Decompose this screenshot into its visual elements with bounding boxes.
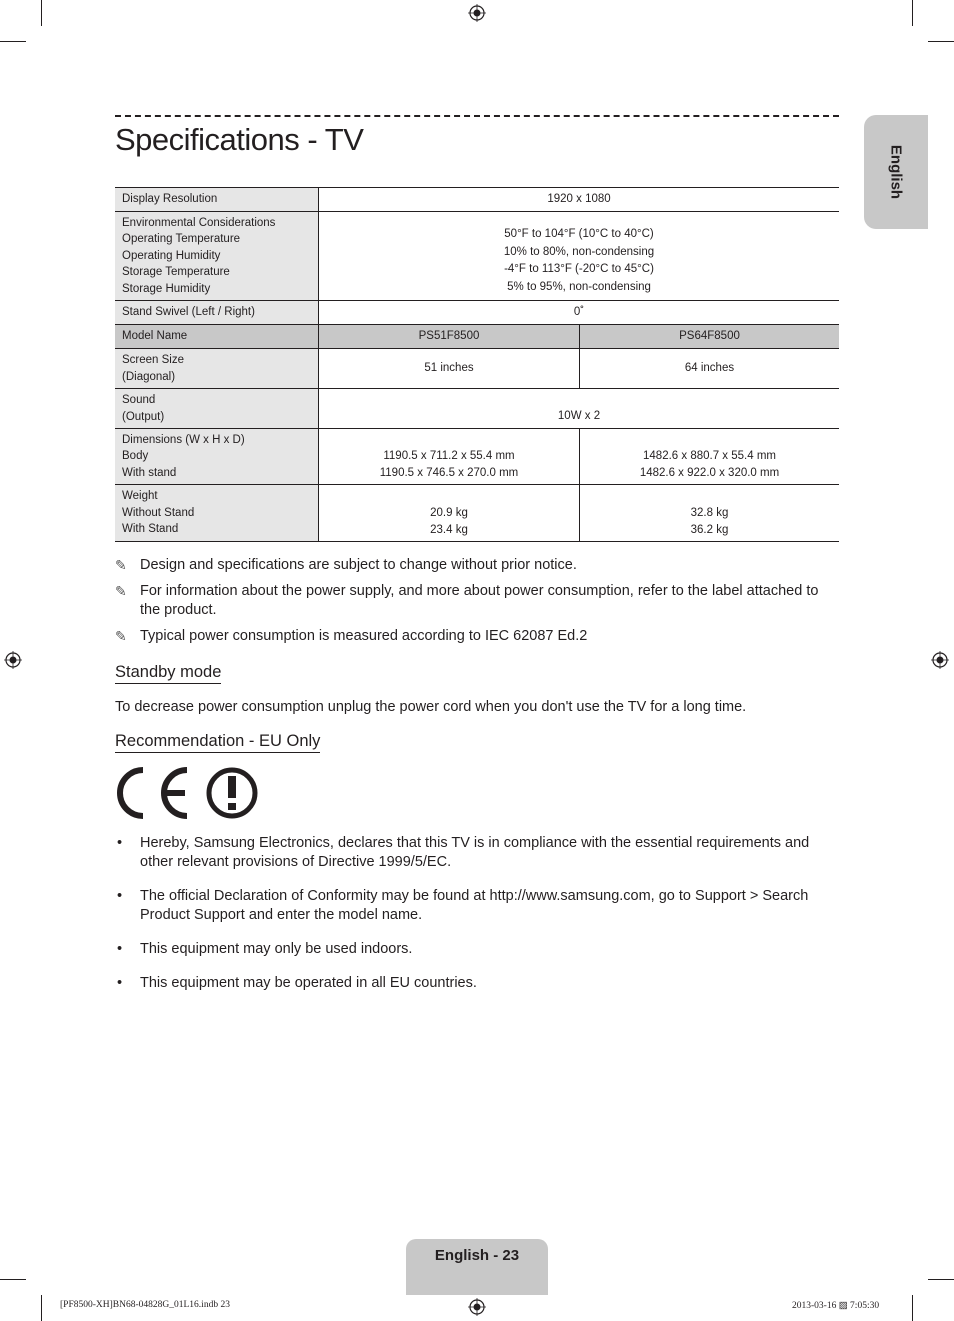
- value-line: 1482.6 x 922.0 x 320.0 mm: [639, 466, 780, 479]
- row-label: Model Name: [115, 325, 319, 349]
- label-line: Screen Size: [122, 354, 185, 366]
- row-value: 51 inches: [319, 349, 580, 389]
- registration-mark-icon: [468, 1298, 486, 1316]
- row-value: [580, 429, 840, 485]
- label-line: Body: [122, 450, 149, 463]
- note-item: [115, 627, 839, 646]
- note-item: [115, 582, 839, 620]
- table-row: [115, 349, 839, 389]
- list-item-text: This equipment may only be used indoors.: [140, 941, 413, 957]
- note-item: [115, 556, 839, 575]
- bullet-icon: •: [117, 835, 123, 851]
- label-line: Dimensions (W x H x D): [122, 433, 245, 446]
- value-line: 1190.5 x 746.5 x 270.0 mm: [379, 466, 519, 479]
- pencil-note-icon: ✎: [115, 557, 127, 573]
- bullet-icon: •: [117, 975, 123, 991]
- page-title: Specifications - TV: [115, 122, 364, 157]
- row-label: [115, 212, 319, 301]
- label-line: Storage Temperature: [122, 266, 230, 279]
- label-line: Sound: [122, 394, 156, 406]
- value-line: 1190.5 x 711.2 x 55.4 mm: [383, 450, 515, 462]
- value-line: 10W x 2: [557, 409, 601, 422]
- label-line: Without Stand: [122, 506, 195, 519]
- declaration-list: [115, 834, 839, 1008]
- row-label: Stand Swivel (Left / Right): [115, 301, 319, 325]
- crop-mark: [912, 0, 913, 26]
- table-header-row: [115, 325, 839, 349]
- note-text: Design and specifications are subject to change without prior notice.: [140, 557, 577, 573]
- standby-text: To decrease power consumption unplug the power cord when you don't use the TV for a long time.: [115, 699, 747, 715]
- row-value: 1920 x 1080: [319, 188, 840, 212]
- value-line: 50°F to 104°F (10°C to 40°C): [504, 228, 654, 240]
- ce-mark-icon: [115, 766, 195, 820]
- model-name-cell: PS64F8500: [580, 325, 840, 349]
- value-line: 5% to 95%, non-condensing: [507, 280, 651, 293]
- list-item-text: This equipment may be operated in all EU countries.: [140, 975, 477, 991]
- row-value: 64 inches: [580, 349, 840, 389]
- standby-heading: Standby mode: [115, 663, 221, 684]
- row-label: [115, 485, 319, 542]
- crop-mark: [912, 1295, 913, 1321]
- row-label: Display Resolution: [115, 188, 319, 212]
- title-dashed-rule: [115, 115, 839, 117]
- value-line: 23.4 kg: [430, 523, 468, 536]
- value-line: 20.9 kg: [430, 507, 468, 519]
- crop-mark: [928, 1279, 954, 1280]
- language-side-tab-label: English: [887, 144, 905, 200]
- label-line: Storage Humidity: [122, 282, 211, 295]
- row-value: [319, 429, 580, 485]
- crop-mark: [41, 1295, 42, 1321]
- crop-mark: [928, 41, 954, 42]
- bullet-icon: •: [117, 941, 123, 957]
- table-row: [115, 389, 839, 429]
- label-line: With stand: [122, 466, 177, 479]
- table-row: [115, 429, 839, 485]
- row-label: [115, 389, 319, 429]
- registration-mark-icon: [4, 651, 22, 669]
- label-line: Environmental Considerations: [122, 216, 276, 229]
- list-item: [115, 974, 839, 993]
- label-line: (Diagonal): [122, 370, 176, 383]
- label-line: Operating Humidity: [122, 249, 221, 262]
- crop-mark: [0, 1279, 26, 1280]
- compliance-marks: [115, 766, 259, 820]
- pencil-note-icon: ✎: [115, 628, 127, 644]
- table-row: [115, 301, 839, 325]
- recommendation-heading: Recommendation - EU Only: [115, 732, 320, 753]
- pencil-note-icon: ✎: [115, 583, 127, 599]
- language-side-tab: [864, 115, 928, 229]
- print-slug-left: [PF8500-XH]BN68-04828G_01L16.indb 23: [60, 1300, 230, 1310]
- row-label: [115, 429, 319, 485]
- model-name-cell: PS51F8500: [319, 325, 580, 349]
- row-value: 0˚: [319, 301, 840, 325]
- table-row: [115, 212, 839, 301]
- value-line: 1482.6 x 880.7 x 55.4 mm: [643, 450, 776, 462]
- registration-mark-icon: [931, 651, 949, 669]
- label-line: Weight: [122, 490, 158, 503]
- row-value: [319, 389, 840, 429]
- table-row: [115, 485, 839, 542]
- print-slug-right: 2013-03-16 ▨ 7:05:30: [792, 1301, 880, 1311]
- list-item: [115, 834, 839, 872]
- value-line: 36.2 kg: [690, 523, 729, 536]
- row-value: [580, 485, 840, 542]
- page-number: English - 23: [434, 1247, 520, 1264]
- label-line: (Output): [122, 410, 165, 423]
- row-label: [115, 349, 319, 389]
- bullet-icon: •: [117, 888, 123, 904]
- registration-mark-icon: [468, 4, 486, 22]
- label-line: With Stand: [122, 523, 179, 536]
- notes-list: [115, 556, 839, 653]
- row-value: [319, 485, 580, 542]
- note-text: Typical power consumption is measured according to IEC 62087 Ed.2: [140, 628, 588, 644]
- note-text: For information about the power supply, and more about power consumption, refer to the label attached to the product.: [140, 583, 819, 618]
- value-line: 32.8 kg: [690, 507, 729, 519]
- page-number-tab: [406, 1239, 548, 1295]
- list-item-text: Hereby, Samsung Electronics, declares that this TV is in compliance with the essential requirements and other relevant provisions of Directive 1999/5/EC.: [140, 835, 810, 870]
- table-row: [115, 188, 839, 212]
- label-line: Operating Temperature: [122, 233, 241, 246]
- row-value: [319, 212, 840, 301]
- value-line: -4°F to 113°F (-20°C to 45°C): [504, 263, 654, 275]
- spec-table: [115, 187, 839, 542]
- crop-mark: [41, 0, 42, 26]
- list-item: [115, 887, 839, 925]
- crop-mark: [0, 41, 26, 42]
- alert-mark-icon: [205, 766, 259, 820]
- value-line: 10% to 80%, non-condensing: [503, 245, 655, 258]
- list-item-text: The official Declaration of Conformity may be found at http://www.samsung.com, go to Support > Search Product Support and enter the model name.: [140, 888, 809, 923]
- list-item: [115, 940, 839, 959]
